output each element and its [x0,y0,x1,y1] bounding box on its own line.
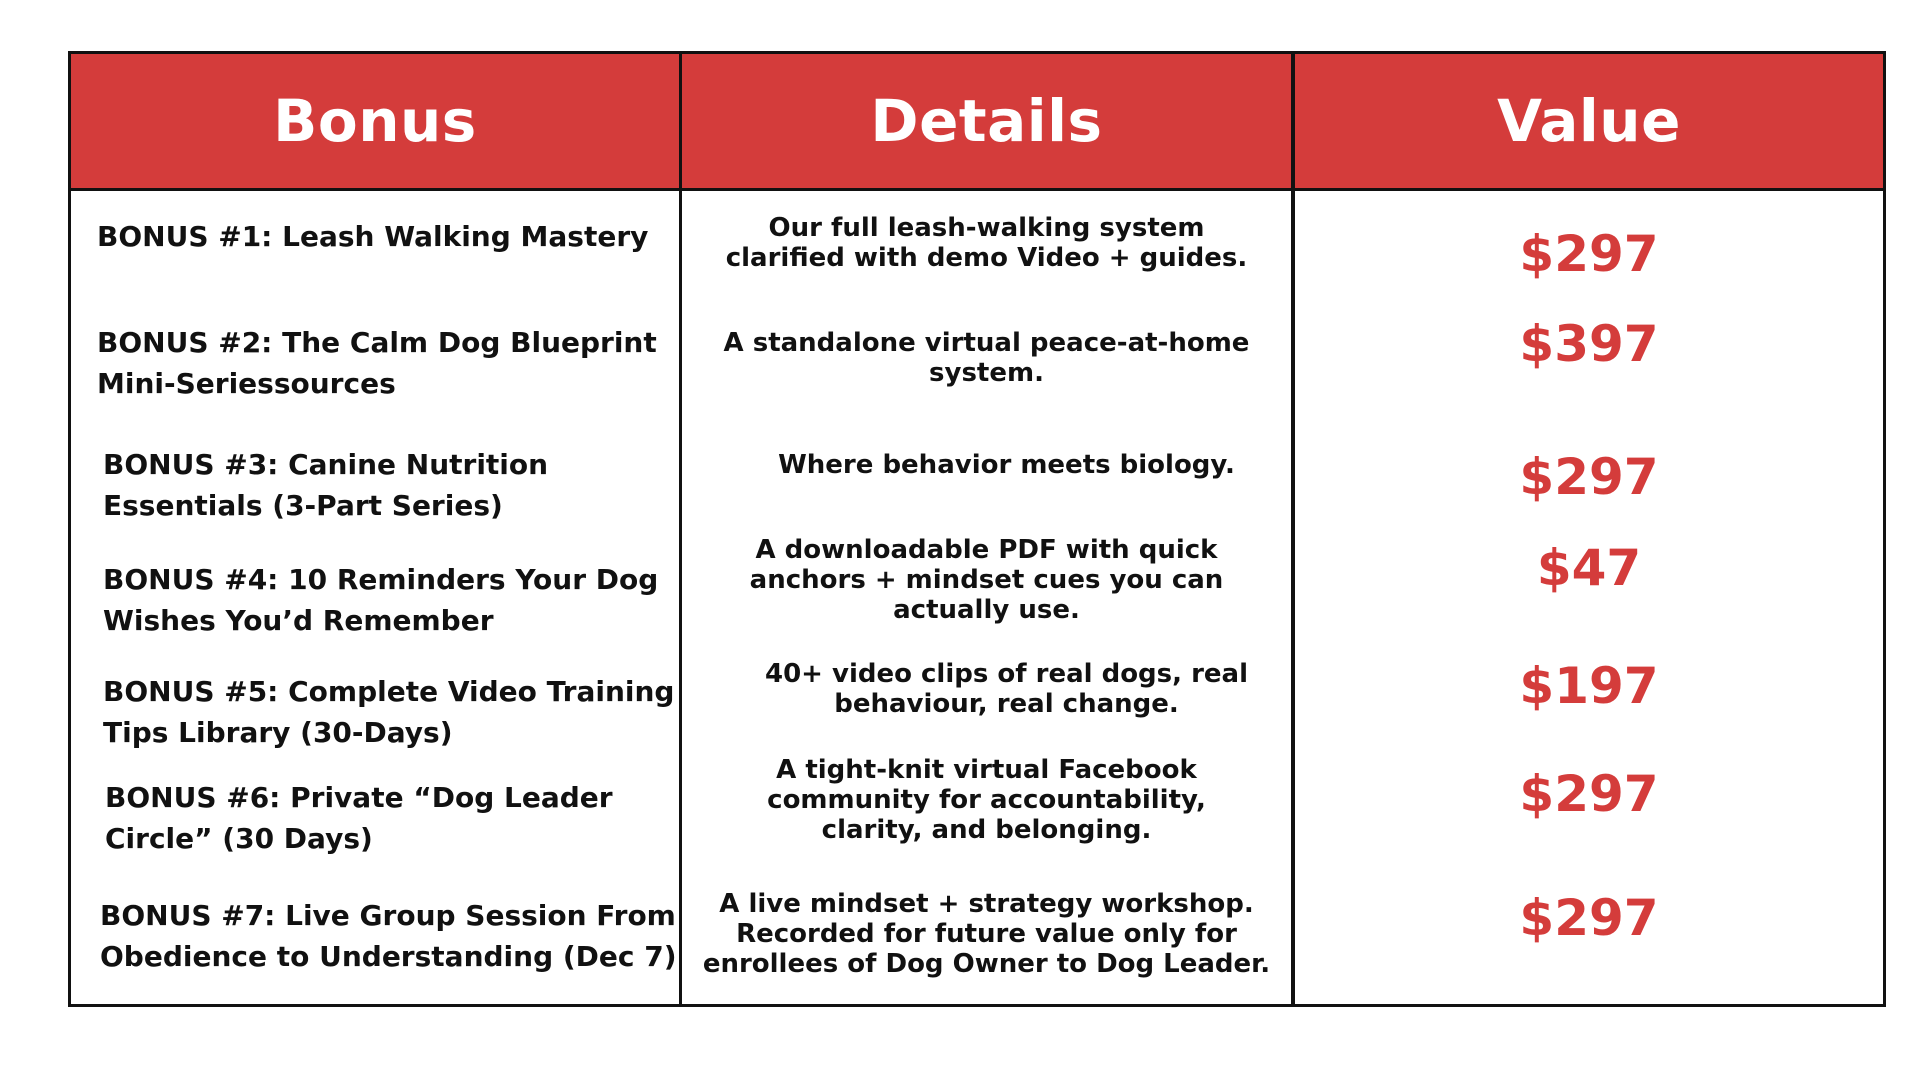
row-6-details [682,755,1291,845]
header-value: Value [1497,87,1681,155]
row-4-details [682,535,1291,625]
row-3-details [702,450,1311,480]
row-3-details-line-1: Where behavior meets biology. [778,450,1235,480]
row-4-value: $47 [1536,539,1642,597]
row-7-details [682,889,1291,979]
row-6-details-line-2: community for accountability, [767,785,1206,815]
row-7-bonus-line-2: Obedience to Understanding (Dec 7) [100,940,677,973]
row-2-details-line-1: A standalone virtual peace-at-home [723,328,1250,358]
row-5-value: $197 [1519,657,1659,715]
row-6-value: $297 [1519,765,1659,823]
row-2-bonus-line-2: Mini-Seriessources [97,367,396,400]
row-5-details-line-1: 40+ video clips of real dogs, real [764,659,1248,689]
header-details: Details [870,87,1103,155]
row-5-bonus-line-1: BONUS #5: Complete Video Training [103,675,675,708]
row-4-details-line-3: actually use. [893,595,1080,625]
column-divider-2 [1291,54,1295,1004]
row-1-bonus-line-1: BONUS #1: Leash Walking Mastery [97,220,649,253]
row-6-details-line-1: A tight-knit virtual Facebook [776,755,1197,785]
row-7-details-line-2: Recorded for future value only for [736,919,1237,949]
row-6-bonus-line-2: Circle” (30 Days) [105,822,373,855]
row-6-details-line-3: clarity, and belonging. [821,815,1152,845]
row-5-bonus [103,671,674,753]
row-1-details-line-2: clarified with demo Video + guides. [725,243,1248,273]
row-7-details-line-3: enrollees of Dog Owner to Dog Leader. [702,949,1271,979]
row-3-bonus-line-2: Essentials (3-Part Series) [103,489,503,522]
row-1-details [682,213,1291,273]
row-2-details [682,328,1291,388]
column-divider-1 [679,54,682,1004]
row-3-bonus [103,444,548,526]
row-4-bonus-line-1: BONUS #4: 10 Reminders Your Dog [103,563,659,596]
row-4-bonus [103,559,658,641]
row-2-bonus [97,322,657,404]
row-5-bonus-line-2: Tips Library (30-Days) [103,716,453,749]
row-5-details [702,659,1311,719]
row-2-bonus-line-1: BONUS #2: The Calm Dog Blueprint [97,326,657,359]
row-7-value: $297 [1519,889,1659,947]
row-1-details-line-1: Our full leash-walking system [768,213,1205,243]
row-1-bonus [97,216,648,257]
row-4-details-line-1: A downloadable PDF with quick [755,535,1218,565]
row-3-value: $297 [1519,448,1659,506]
row-3-bonus-line-1: BONUS #3: Canine Nutrition [103,448,549,481]
row-7-details-line-1: A live mindset + strategy workshop. [719,889,1254,919]
row-7-bonus-line-1: BONUS #7: Live Group Session From [100,899,676,932]
row-2-value: $397 [1519,315,1659,373]
row-6-bonus-line-1: BONUS #6: Private “Dog Leader [105,781,613,814]
row-5-details-line-2: behaviour, real change. [834,689,1179,719]
row-1-value: $297 [1519,225,1659,283]
header-bonus: Bonus [273,87,477,155]
row-4-bonus-line-2: Wishes You’d Remember [103,604,494,637]
row-7-bonus [100,895,677,977]
row-6-bonus [105,777,613,859]
bonus-value-table [68,51,1886,1007]
row-4-details-line-2: anchors + mindset cues you can [749,565,1224,595]
row-2-details-line-2: system. [929,358,1044,388]
